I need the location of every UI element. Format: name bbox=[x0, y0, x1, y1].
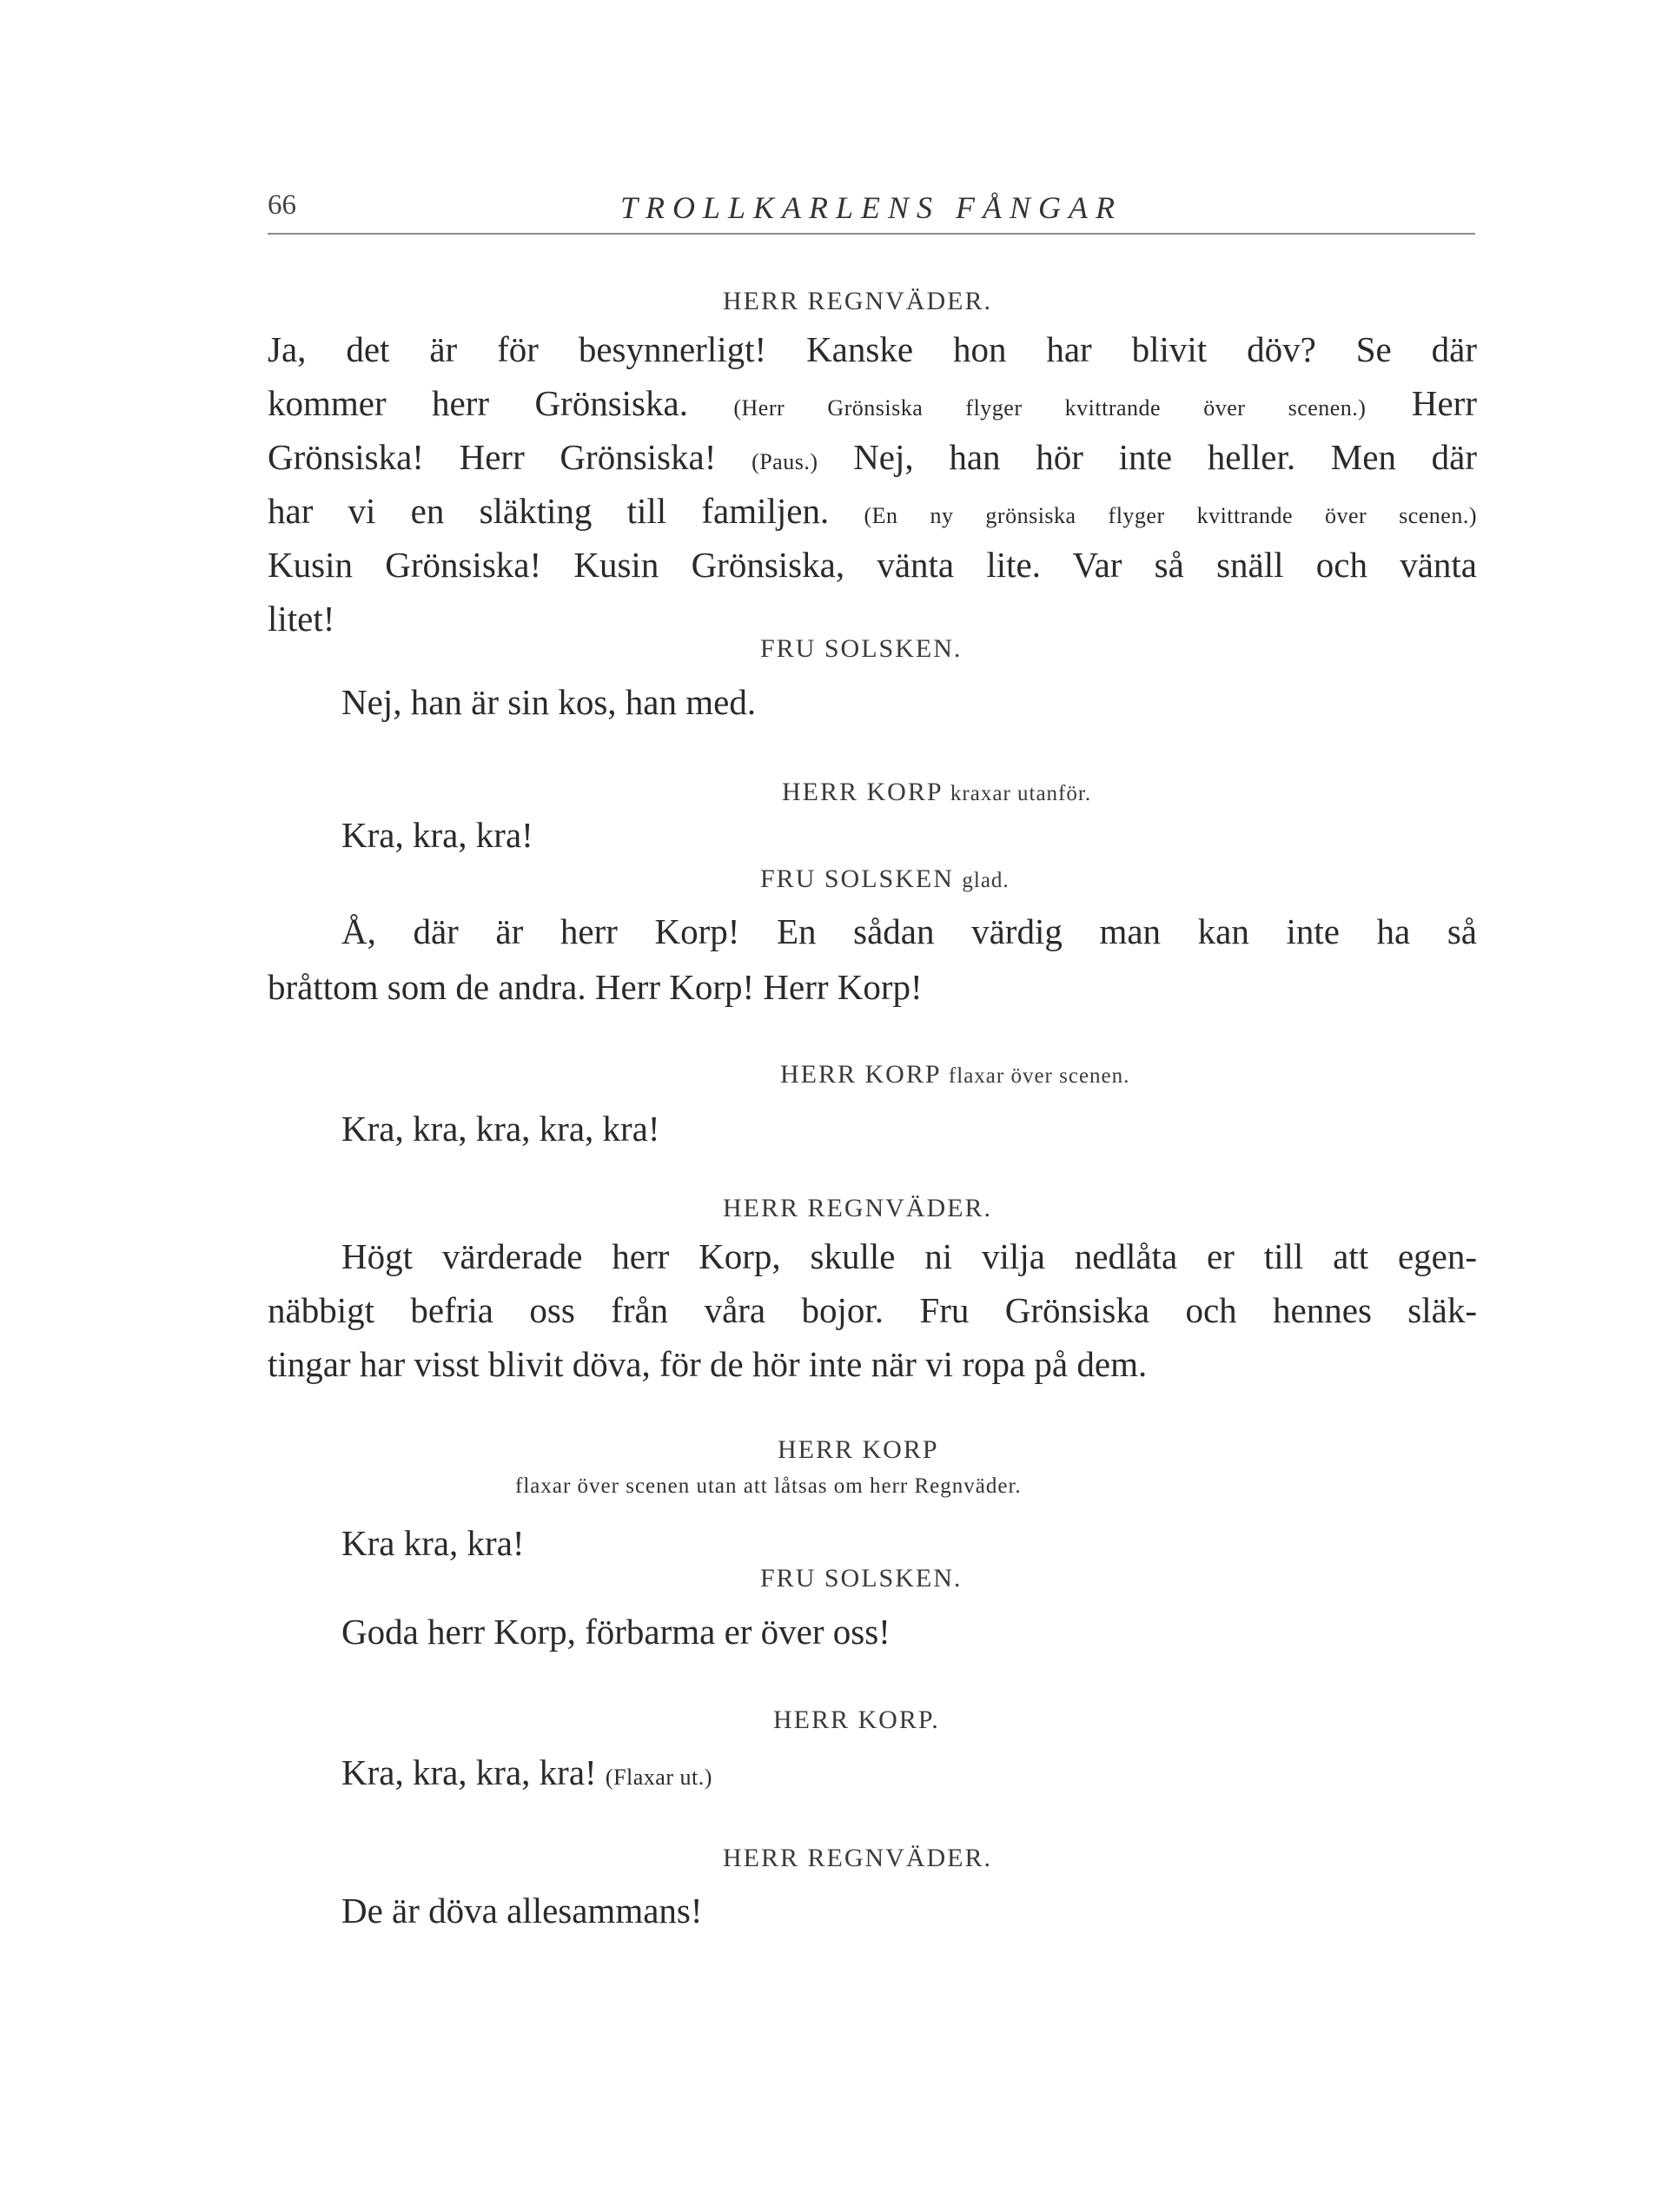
stage-direction: flaxar över scenen utan att låtsas om herr Regnväder. bbox=[515, 1474, 1022, 1498]
stage-direction: glad. bbox=[962, 869, 1010, 892]
speaker-heading: HERR KORP bbox=[778, 1435, 939, 1464]
page-header bbox=[268, 189, 1475, 235]
dialogue-line: Kra, kra, kra, kra, kra! bbox=[341, 1109, 660, 1149]
running-title: TROLLKARLENS FÅNGAR bbox=[619, 190, 1123, 225]
stage-direction: (Paus.) bbox=[752, 449, 818, 474]
dialogue-line: Kra, kra, kra, kra! (Flaxar ut.) bbox=[341, 1752, 712, 1792]
dialogue-line: Å, där är herr Korp! En sådan värdig man kan inte ha så bbox=[341, 911, 1477, 951]
dialogue-line: Kra kra, kra! bbox=[341, 1523, 525, 1563]
speaker-heading: HERR KORP kraxar utanför. bbox=[782, 778, 1092, 806]
speaker-heading: HERR KORP. bbox=[773, 1705, 940, 1734]
speaker-heading: FRU SOLSKEN glad. bbox=[760, 864, 1010, 893]
stage-direction: kraxar utanför. bbox=[950, 782, 1092, 805]
dialogue-line: kommer herr Grönsiska. (Herr Grönsiska flyger kvittrande över scenen.) Herr bbox=[268, 383, 1477, 423]
stage-direction: (En ny grönsiska flyger kvittrande över scenen.) bbox=[864, 503, 1478, 528]
dialogue-line: tingar har visst blivit döva, för de hör inte när vi ropa på dem. bbox=[268, 1344, 1148, 1384]
dialogue-line: De är döva allesammans! bbox=[341, 1891, 703, 1931]
dialogue-line: näbbigt befria oss från våra bojor. Fru Grönsiska och hennes släk- bbox=[268, 1290, 1477, 1330]
dialogue-line: Kra, kra, kra! bbox=[341, 815, 533, 855]
speaker-heading: HERR REGNVÄDER. bbox=[723, 1844, 993, 1872]
dialogue-line: har vi en släkting till familjen. (En ny grönsiska flyger kvittrande över scenen.) bbox=[268, 491, 1478, 531]
dialogue-line: litet! bbox=[268, 599, 335, 639]
speaker-heading: HERR REGNVÄDER. bbox=[723, 287, 993, 315]
dialogue-line: Kusin Grönsiska! Kusin Grönsiska, vänta lite. Var så snäll och vänta bbox=[268, 545, 1477, 585]
dialogue-line: Goda herr Korp, förbarma er över oss! bbox=[341, 1612, 891, 1652]
dialogue-line: bråttom som de andra. Herr Korp! Herr Korp! bbox=[268, 967, 923, 1007]
stage-direction: (Flaxar ut.) bbox=[605, 1765, 712, 1790]
page-number: 66 bbox=[268, 189, 296, 221]
dialogue-line: Grönsiska! Herr Grönsiska! (Paus.) Nej, han hör inte heller. Men där bbox=[268, 437, 1478, 477]
dialogue-line: Nej, han är sin kos, han med. bbox=[341, 682, 757, 722]
speaker-heading: HERR REGNVÄDER. bbox=[723, 1194, 993, 1222]
stage-direction: (Herr Grönsiska flyger kvittrande över scenen.) bbox=[733, 395, 1367, 421]
speaker-heading: FRU SOLSKEN. bbox=[760, 1564, 963, 1593]
stage-direction: flaxar över scenen. bbox=[948, 1064, 1130, 1088]
dialogue-line: Högt värderade herr Korp, skulle ni vilja nedlåta er till att egen- bbox=[341, 1236, 1477, 1276]
dialogue-line: Ja, det är för besynnerligt! Kanske hon har blivit döv? Se där bbox=[268, 329, 1477, 369]
speaker-heading: FRU SOLSKEN. bbox=[760, 634, 963, 663]
speaker-heading: HERR KORP flaxar över scenen. bbox=[780, 1060, 1130, 1089]
